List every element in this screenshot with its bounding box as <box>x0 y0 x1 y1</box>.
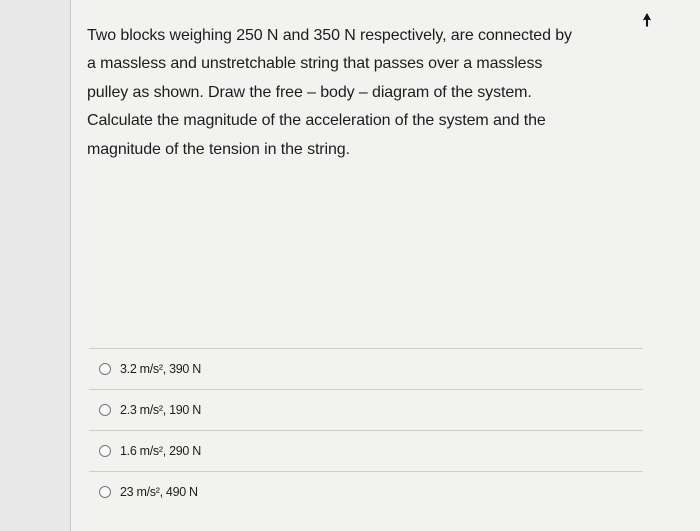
radio-unchecked-icon[interactable] <box>99 363 111 375</box>
answer-option-1[interactable] <box>71 349 643 389</box>
radio-unchecked-icon[interactable] <box>99 404 111 416</box>
question-card <box>70 0 700 531</box>
answer-options <box>71 348 643 512</box>
answer-option-label: 2.3 m/s², 190 N <box>120 403 201 417</box>
question-line-3: pulley as shown. Draw the free – body – diagram of the system. <box>87 83 532 101</box>
question-line-5: magnitude of the tension in the string. <box>87 140 350 158</box>
answer-option-label: 3.2 m/s², 390 N <box>120 362 201 376</box>
answer-option-label: 1.6 m/s², 290 N <box>120 444 201 458</box>
answer-option-3[interactable] <box>71 431 643 471</box>
question-line-2: a massless and unstretchable string that passes over a massless <box>87 55 543 73</box>
answer-option-2[interactable] <box>71 390 643 430</box>
mouse-pointer-icon <box>641 12 653 30</box>
question-line-1: Two blocks weighing 250 N and 350 N respectively, are connected by <box>87 27 572 44</box>
radio-unchecked-icon[interactable] <box>99 445 111 457</box>
question-line-4: Calculate the magnitude of the acceleration of the system and the <box>87 112 546 130</box>
question-text <box>87 22 647 164</box>
radio-unchecked-icon[interactable] <box>99 486 111 498</box>
answer-option-label: 23 m/s², 490 N <box>120 485 198 499</box>
answer-option-4[interactable] <box>71 472 643 512</box>
